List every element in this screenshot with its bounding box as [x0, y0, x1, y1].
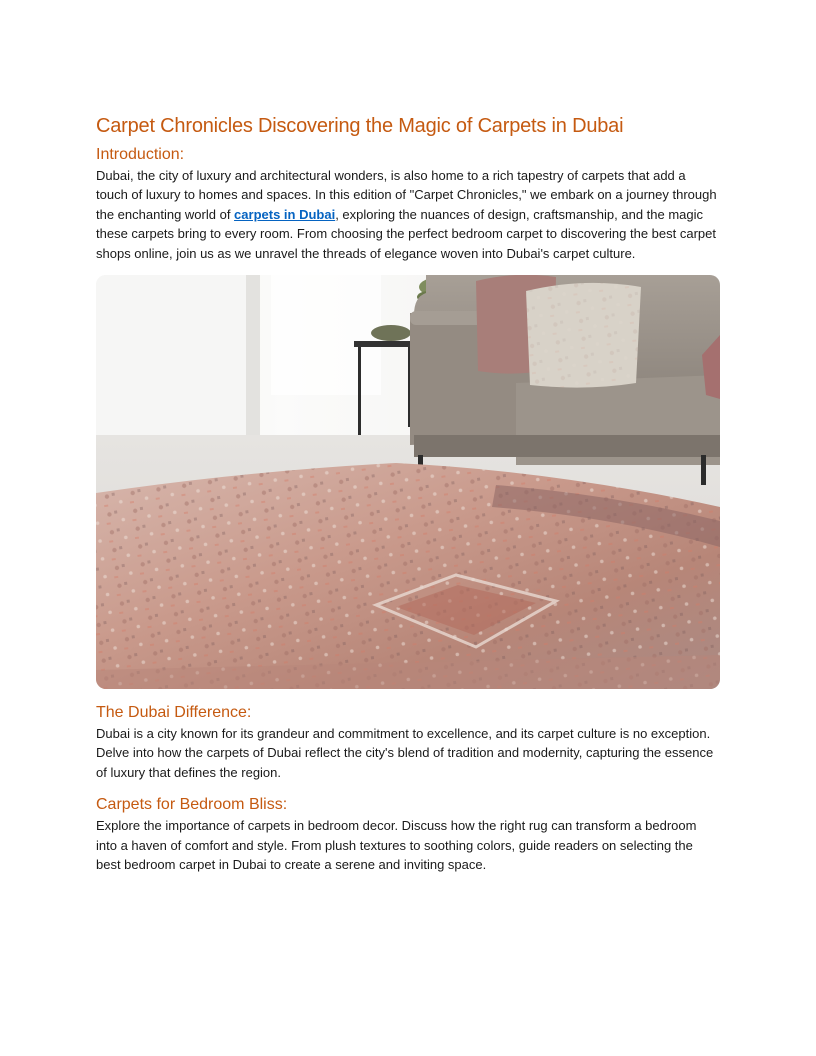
dubai-difference-heading: The Dubai Difference:	[96, 704, 252, 722]
intro-heading: Introduction:	[96, 146, 185, 163]
bedroom-bliss-heading: Carpets for Bedroom Bliss:	[96, 796, 288, 814]
document-page	[96, 112, 720, 874]
document-title: Carpet Chronicles Discovering the Magic of Carpets in Dubai	[96, 115, 624, 137]
intro-text-end: , exploring the nuances of design, craftsmanship, and the magic these carpets bring to every room. From choosing the perfect bedroom carpet to discovering the best carpet shops online, join us as we unravel the threads of elegance woven into Dubai's carpet culture.	[96, 206, 716, 261]
living-room-rug-image	[96, 275, 720, 689]
intro-text-start: Dubai, the city of luxury and architectural wonders, is also home to a rich tapestry of carpets that add a touch of luxury to homes and spaces. In this edition of "Carpet Chronicles," we embark on a journey through the enchanting world of	[96, 168, 717, 222]
bedroom-bliss-paragraph: Explore the importance of carpets in bedroom decor. Discuss how the right rug can transform a bedroom into a haven of comfort and style. From plush textures to soothing colors, guide readers on selecting the best bedroom carpet in Dubai to create a serene and inviting space.	[96, 818, 697, 873]
carpets-in-dubai-link[interactable]: carpets in Dubai	[234, 206, 336, 222]
intro-paragraph	[96, 166, 720, 263]
dubai-difference-paragraph: Dubai is a city known for its grandeur and commitment to excellence, and its carpet culture is no exception. Delve into how the carpets of Dubai reflect the city's blend of tradition and modernity, capturing the essence of luxury that defines the region.	[96, 726, 714, 780]
